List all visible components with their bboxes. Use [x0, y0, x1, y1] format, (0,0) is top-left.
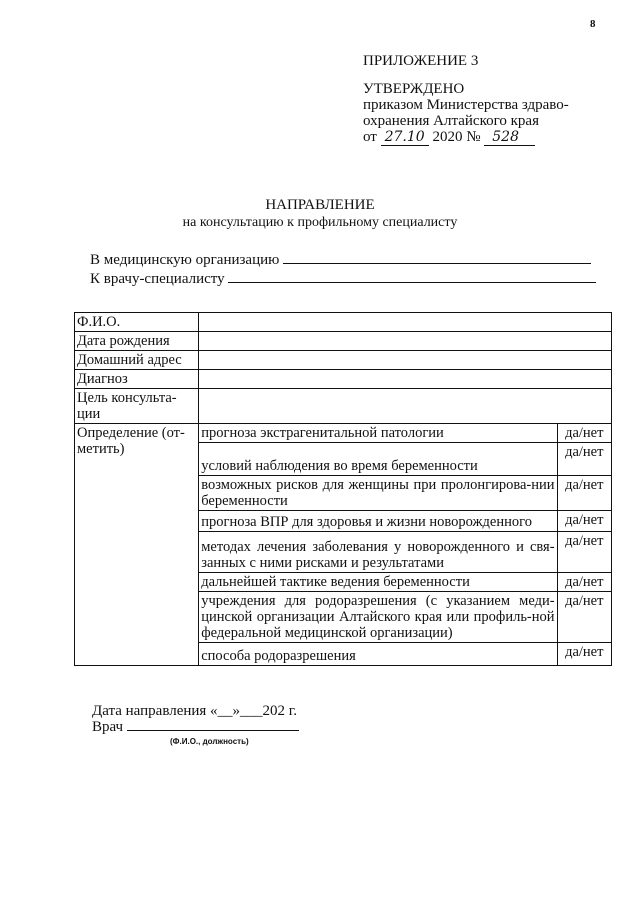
- yes-no-choice[interactable]: да/нет: [557, 573, 611, 592]
- yes-no-choice[interactable]: да/нет: [557, 592, 611, 643]
- date-prefix: от: [363, 129, 377, 145]
- yes-no-choice[interactable]: да/нет: [557, 532, 611, 573]
- row-value-cell[interactable]: [199, 332, 612, 351]
- table-row: [75, 389, 612, 424]
- organization-input-line[interactable]: [283, 250, 591, 264]
- option-text: учреждения для родоразрешения (с указанием меди-цинской организации Алтайского края или профиль-ной федеральной медицинской организации): [199, 592, 557, 643]
- yes-no-choice[interactable]: да/нет: [557, 643, 611, 666]
- option-text: методах лечения заболевания у новорожденного и свя-занных с ними рисками и результатами: [199, 532, 557, 573]
- row-label: Цель консульта-ции: [75, 389, 199, 424]
- row-label: Ф.И.О.: [75, 313, 199, 332]
- document-subtitle: на консультацию к профильному специалисту: [182, 215, 458, 230]
- table-row: [75, 332, 612, 351]
- row-value-cell[interactable]: [199, 389, 612, 424]
- order-line-2: охранения Алтайского края: [363, 113, 539, 129]
- row-value-cell[interactable]: [199, 370, 612, 389]
- option-text: прогноза экстрагенитальной патологии: [199, 424, 557, 443]
- page-number: 8: [590, 18, 596, 30]
- order-date-line: [363, 129, 569, 145]
- option-text: условий наблюдения во время беременности: [199, 443, 557, 476]
- row-value-cell[interactable]: [199, 351, 612, 370]
- option-row: [75, 424, 612, 443]
- approved-label: УТВЕРЖДЕНО: [363, 81, 465, 97]
- referral-date-line: Дата направления «__»___202 г.: [92, 703, 298, 719]
- option-text: способа родоразрешения: [199, 643, 557, 666]
- doctor-caption: (Ф.И.О., должность): [170, 737, 249, 746]
- referral-table: [74, 312, 612, 666]
- approval-block: [363, 53, 569, 145]
- specialist-label: К врачу-специалисту: [90, 271, 225, 287]
- yes-no-choice[interactable]: да/нет: [557, 511, 611, 532]
- row-label: Дата рождения: [75, 332, 199, 351]
- yes-no-choice[interactable]: да/нет: [557, 476, 611, 511]
- table-row: [75, 370, 612, 389]
- option-text: дальнейшей тактике ведения беременности: [199, 573, 557, 592]
- order-line-1: приказом Министерства здраво-: [363, 97, 569, 113]
- document-title: НАПРАВЛЕНИЕ: [265, 197, 375, 213]
- option-text: прогноза ВПР для здоровья и жизни новорожденного: [199, 511, 557, 532]
- year-number-label: 2020 №: [432, 129, 481, 145]
- doctor-line: [92, 717, 299, 736]
- appendix-label: ПРИЛОЖЕНИЕ 3: [363, 53, 479, 69]
- row-label: Домашний адрес: [75, 351, 199, 370]
- specialist-input-line[interactable]: [228, 269, 596, 283]
- yes-no-choice[interactable]: да/нет: [557, 443, 611, 476]
- yes-no-choice[interactable]: да/нет: [557, 424, 611, 443]
- organization-label: В медицинскую организацию: [90, 252, 280, 268]
- doctor-label: Врач: [92, 719, 124, 735]
- option-text: возможных рисков для женщины при пролонгирова-нии беременности: [199, 476, 557, 511]
- specialist-field: [90, 269, 596, 288]
- table-row: [75, 313, 612, 332]
- row-label: Диагноз: [75, 370, 199, 389]
- doctor-signature-line[interactable]: [127, 717, 299, 731]
- handwritten-order-number: 528: [484, 129, 535, 146]
- organization-field: [90, 250, 591, 269]
- row-value-cell[interactable]: [199, 313, 612, 332]
- handwritten-date: 27.10: [381, 129, 429, 146]
- table-row: [75, 351, 612, 370]
- definition-label: Определение (от-метить): [75, 424, 199, 666]
